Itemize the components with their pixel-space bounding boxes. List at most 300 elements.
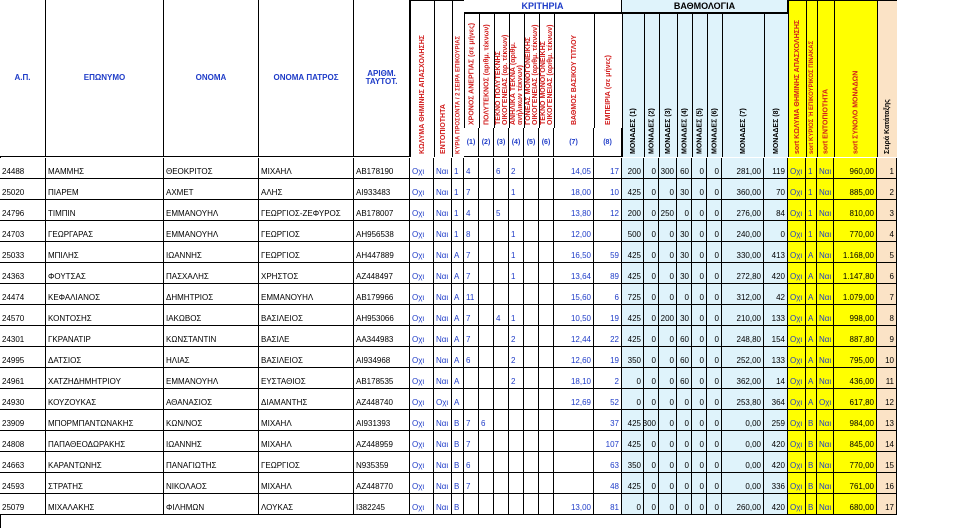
- table-cell: 2: [594, 368, 622, 389]
- table-cell: 0: [677, 284, 692, 305]
- table-cell: 1: [806, 158, 817, 179]
- table-cell: 0: [644, 473, 659, 494]
- table-cell: Ναι: [817, 179, 834, 200]
- table-cell: 8: [877, 305, 897, 326]
- criteria-group-header: ΚΡΙΤΗΡΙΑ: [464, 0, 622, 13]
- table-cell: ΚΩΝΣΤΑΝΤΙΝ: [164, 326, 259, 347]
- table-cell: 6: [594, 284, 622, 305]
- table-cell: 887,80: [834, 326, 877, 347]
- table-cell: 0: [677, 200, 692, 221]
- header-1: ΕΠΩΝΥΜΟ: [46, 0, 164, 157]
- table-cell: [524, 368, 539, 389]
- table-cell: Α: [452, 305, 464, 326]
- header-8: ΧΡΟΝΟΣ ΑΝΕΡΓΙΑΣ (σε μήνες): [464, 13, 479, 128]
- table-cell: 13,80: [554, 200, 594, 221]
- table-cell: 425: [622, 305, 644, 326]
- table-cell: 0: [644, 221, 659, 242]
- table-cell: ΚΩΝ/ΝΟΣ: [164, 410, 259, 431]
- table-cell: 425: [622, 263, 644, 284]
- table-cell: 10: [877, 347, 897, 368]
- table-cell: ΒΑΣΙΛΕΙΟΣ: [259, 347, 354, 368]
- table-cell: 1.147,80: [834, 263, 877, 284]
- table-cell: 276,00: [722, 200, 764, 221]
- table-cell: ΦΙΛΗΜΩΝ: [164, 494, 259, 515]
- table-cell: 16,50: [554, 242, 594, 263]
- header-20: ΜΟΝΑΔΕΣ (5): [692, 13, 707, 157]
- table-cell: Οχι: [788, 494, 806, 515]
- header-num-11: (4): [509, 128, 524, 157]
- table-cell: [524, 179, 539, 200]
- table-cell: Α: [452, 284, 464, 305]
- table-cell: ΕΜΜΑΝΟΥΗΛ: [164, 221, 259, 242]
- table-cell: ΑΗ956538: [354, 221, 410, 242]
- header-24: sort ΚΩΛΥΜΑ ΘΗΜΙΝΗΣ ΑΠΑΣΧΟΛΗΣΗΣ: [788, 0, 806, 157]
- table-cell: Ναι: [434, 221, 452, 242]
- table-cell: 81: [594, 494, 622, 515]
- table-cell: 0: [644, 305, 659, 326]
- table-cell: ΜΙΧΑΛΑΚΗΣ: [46, 494, 164, 515]
- table-cell: 5: [494, 200, 509, 221]
- table-cell: Ναι: [817, 452, 834, 473]
- table-cell: 0: [707, 389, 722, 410]
- table-cell: ΙΩΑΝΝΗΣ: [164, 242, 259, 263]
- table-cell: Β: [806, 452, 817, 473]
- table-cell: 7: [464, 410, 479, 431]
- table-cell: 2: [509, 158, 524, 179]
- table-cell: ΠΑΣΧΑΛΗΣ: [164, 263, 259, 284]
- table-cell: 436,00: [834, 368, 877, 389]
- table-cell: ΕΥΣΤΑΘΙΟΣ: [259, 368, 354, 389]
- table-cell: 6: [479, 410, 494, 431]
- table-cell: [494, 326, 509, 347]
- header-10: ΤΕΚΝΟ ΠΟΛΥΤΕΚΝΗΣ ΟΙΚΟΓΕΝΕΙΑΣ (αρ. τέκνων): [494, 13, 509, 128]
- table-cell: 0: [692, 389, 707, 410]
- table-cell: 0: [659, 452, 677, 473]
- table-cell: 0: [707, 221, 722, 242]
- table-cell: [539, 200, 554, 221]
- table-cell: Οχι: [788, 242, 806, 263]
- table-cell: ΓΕΩΡΓΙΟΣ: [259, 221, 354, 242]
- table-cell: ΜΙΧΑΗΛ: [259, 158, 354, 179]
- table-cell: 0: [644, 179, 659, 200]
- table-cell: [479, 305, 494, 326]
- table-cell: [509, 494, 524, 515]
- table-cell: 0: [692, 326, 707, 347]
- table-cell: [524, 263, 539, 284]
- table-cell: Οχι: [788, 158, 806, 179]
- table-cell: 1: [452, 221, 464, 242]
- table-cell: 42: [764, 284, 788, 305]
- table-cell: Α: [452, 368, 464, 389]
- table-cell: 1: [509, 263, 524, 284]
- table-cell: Οχι: [788, 410, 806, 431]
- table-cell: 0: [644, 431, 659, 452]
- table-cell: [509, 452, 524, 473]
- header-22: ΜΟΝΑΔΕΣ (7): [722, 13, 764, 157]
- table-cell: 0: [644, 452, 659, 473]
- table-cell: ΝΙΚΟΛΑΟΣ: [164, 473, 259, 494]
- table-cell: 0: [622, 368, 644, 389]
- table-cell: 0: [692, 368, 707, 389]
- table-cell: Α: [806, 347, 817, 368]
- table-cell: Β: [806, 473, 817, 494]
- table-cell: 17: [594, 158, 622, 179]
- table-cell: ΑΗ447889: [354, 242, 410, 263]
- table-cell: Ναι: [817, 242, 834, 263]
- table-cell: 14,05: [554, 158, 594, 179]
- table-cell: 0: [707, 200, 722, 221]
- table-cell: ΑΒ178007: [354, 200, 410, 221]
- table-cell: 19: [594, 305, 622, 326]
- table-cell: Β: [452, 494, 464, 515]
- table-cell: [539, 305, 554, 326]
- table-cell: [494, 431, 509, 452]
- table-cell: Ναι: [817, 368, 834, 389]
- table-cell: ΑΘΑΝΑΣΙΟΣ: [164, 389, 259, 410]
- table-cell: 0: [659, 263, 677, 284]
- table-cell: Οχι: [410, 200, 434, 221]
- table-cell: [554, 431, 594, 452]
- table-cell: [524, 305, 539, 326]
- table-cell: [494, 242, 509, 263]
- table-cell: 6: [464, 452, 479, 473]
- table-cell: Οχι: [410, 410, 434, 431]
- table-cell: Οχι: [410, 263, 434, 284]
- table-cell: Ναι: [434, 431, 452, 452]
- table-cell: 300: [644, 410, 659, 431]
- table-cell: [539, 347, 554, 368]
- table-cell: 0: [707, 431, 722, 452]
- table-cell: Οχι: [410, 305, 434, 326]
- header-25: sort ΚΥΡΙΟΣ Ή ΕΠΙΚΟΥΡΙΚΟΣ ΠΙΝΑΚΑΣ: [806, 0, 817, 157]
- table-cell: 0,00: [722, 410, 764, 431]
- table-cell: 1: [877, 158, 897, 179]
- table-cell: 133: [764, 347, 788, 368]
- table-cell: 0: [692, 221, 707, 242]
- table-cell: Α: [806, 368, 817, 389]
- table-cell: 0: [692, 305, 707, 326]
- table-cell: 0: [707, 263, 722, 284]
- table-cell: Α: [806, 263, 817, 284]
- table-cell: [479, 242, 494, 263]
- table-cell: [494, 410, 509, 431]
- table-cell: [479, 431, 494, 452]
- table-cell: 1: [509, 242, 524, 263]
- table-cell: [479, 326, 494, 347]
- table-cell: [509, 284, 524, 305]
- table-cell: 0: [707, 179, 722, 200]
- table-cell: 12,69: [554, 389, 594, 410]
- table-cell: 0: [644, 284, 659, 305]
- table-cell: [494, 368, 509, 389]
- table-cell: Οχι: [410, 452, 434, 473]
- table-cell: 18,10: [554, 368, 594, 389]
- table-cell: 0: [707, 284, 722, 305]
- table-cell: ΕΜΜΑΝΟΥΗΛ: [164, 368, 259, 389]
- table-cell: 500: [622, 221, 644, 242]
- table-cell: [509, 473, 524, 494]
- table-cell: 0: [659, 242, 677, 263]
- table-cell: 0: [677, 452, 692, 473]
- table-cell: 0: [659, 410, 677, 431]
- table-cell: Α: [452, 347, 464, 368]
- table-cell: [539, 431, 554, 452]
- table-cell: Οχι: [788, 221, 806, 242]
- table-cell: ΜΠΙΛΗΣ: [46, 242, 164, 263]
- table-cell: 0: [659, 179, 677, 200]
- table-cell: 0: [644, 200, 659, 221]
- table-cell: 200: [622, 158, 644, 179]
- table-cell: 13,00: [554, 494, 594, 515]
- table-cell: ΒΑΣΙΛΕ: [259, 326, 354, 347]
- table-cell: Ναι: [817, 431, 834, 452]
- table-cell: [464, 368, 479, 389]
- table-cell: 11: [464, 284, 479, 305]
- table-cell: 1: [452, 179, 464, 200]
- table-cell: 10: [594, 179, 622, 200]
- table-cell: [479, 284, 494, 305]
- table-cell: 336: [764, 473, 788, 494]
- table-cell: 24808: [0, 431, 46, 452]
- table-cell: ΙΑΚΩΒΟΣ: [164, 305, 259, 326]
- table-cell: 1: [806, 179, 817, 200]
- table-cell: ΑΒ178535: [354, 368, 410, 389]
- table-cell: 0: [659, 347, 677, 368]
- table-cell: 252,00: [722, 347, 764, 368]
- table-cell: 362,00: [722, 368, 764, 389]
- table-cell: 7: [464, 242, 479, 263]
- table-cell: Ναι: [817, 284, 834, 305]
- table-cell: [464, 494, 479, 515]
- table-cell: ΑΒ179966: [354, 284, 410, 305]
- table-cell: 6: [494, 158, 509, 179]
- table-cell: Οχι: [788, 347, 806, 368]
- table-cell: ΓΕΩΡΓΙΟΣ: [259, 452, 354, 473]
- table-cell: 2: [509, 326, 524, 347]
- table-cell: 24570: [0, 305, 46, 326]
- table-cell: 0: [692, 347, 707, 368]
- table-cell: ΑΖ448770: [354, 473, 410, 494]
- table-cell: 300: [659, 158, 677, 179]
- table-cell: [479, 452, 494, 473]
- table-cell: 11: [877, 368, 897, 389]
- table-cell: 425: [622, 242, 644, 263]
- table-cell: 12,00: [554, 221, 594, 242]
- table-cell: 617,80: [834, 389, 877, 410]
- header-18: ΜΟΝΑΔΕΣ (3): [659, 13, 677, 157]
- table-cell: 30: [677, 221, 692, 242]
- table-cell: 0: [644, 494, 659, 515]
- table-cell: 24796: [0, 200, 46, 221]
- table-cell: 24474: [0, 284, 46, 305]
- table-cell: 60: [677, 326, 692, 347]
- table-cell: [539, 473, 554, 494]
- table-cell: ΤΙΜΠΙΝ: [46, 200, 164, 221]
- table-cell: 200: [622, 200, 644, 221]
- table-cell: 60: [677, 368, 692, 389]
- table-cell: 48: [594, 473, 622, 494]
- table-cell: 4: [877, 221, 897, 242]
- table-cell: 0: [692, 158, 707, 179]
- table-cell: Ναι: [817, 494, 834, 515]
- header-14: ΒΑΘΜΟΣ ΒΑΣΙΚΟΥ ΤΙΤΛΟΥ: [554, 13, 594, 128]
- table-cell: 7: [464, 326, 479, 347]
- table-cell: 0: [707, 305, 722, 326]
- table-cell: [524, 452, 539, 473]
- table-cell: 420: [764, 263, 788, 284]
- table-cell: Β: [452, 431, 464, 452]
- table-cell: Α: [806, 326, 817, 347]
- table-cell: Β: [452, 473, 464, 494]
- table-cell: 240,00: [722, 221, 764, 242]
- table-cell: ΘΕΟΚΡΙΤΟΣ: [164, 158, 259, 179]
- table-cell: Β: [806, 431, 817, 452]
- table-cell: [494, 179, 509, 200]
- header-num-13: (6): [539, 128, 554, 157]
- table-cell: 0: [692, 179, 707, 200]
- table-cell: Ναι: [817, 473, 834, 494]
- table-cell: Β: [806, 410, 817, 431]
- table-cell: 12,44: [554, 326, 594, 347]
- table-cell: ΓΚΡΑΝΑΤΙΡ: [46, 326, 164, 347]
- table-cell: Οχι: [410, 284, 434, 305]
- table-cell: 30: [677, 263, 692, 284]
- table-cell: 4: [494, 305, 509, 326]
- table-cell: [479, 368, 494, 389]
- table-cell: [524, 200, 539, 221]
- table-cell: 22: [594, 326, 622, 347]
- table-cell: 260,00: [722, 494, 764, 515]
- table-cell: 425: [622, 326, 644, 347]
- table-cell: 30: [677, 242, 692, 263]
- table-cell: 24703: [0, 221, 46, 242]
- table-cell: Α: [452, 326, 464, 347]
- table-cell: [479, 389, 494, 410]
- table-cell: Β: [806, 494, 817, 515]
- table-cell: 63: [594, 452, 622, 473]
- table-cell: 0: [692, 473, 707, 494]
- table-cell: Ναι: [817, 200, 834, 221]
- table-cell: [479, 263, 494, 284]
- table-cell: 59: [594, 242, 622, 263]
- table-cell: Ναι: [817, 221, 834, 242]
- table-cell: ΔΑΤΣΙΟΣ: [46, 347, 164, 368]
- table-cell: Ναι: [817, 158, 834, 179]
- table-cell: [539, 389, 554, 410]
- header-21: ΜΟΝΑΔΕΣ (6): [707, 13, 722, 157]
- header-0: Α.Π.: [0, 0, 46, 157]
- table-cell: 0: [659, 326, 677, 347]
- table-cell: 0: [707, 452, 722, 473]
- table-cell: 7: [464, 179, 479, 200]
- table-cell: 0: [659, 431, 677, 452]
- table-cell: Οχι: [410, 242, 434, 263]
- table-cell: 24301: [0, 326, 46, 347]
- table-cell: [539, 368, 554, 389]
- table-cell: 0: [692, 410, 707, 431]
- table-cell: ΕΜΜΑΝΟΥΗΛ: [259, 284, 354, 305]
- table-cell: Οχι: [410, 158, 434, 179]
- header-27: sort ΣΥΝΟΛΟ ΜΟΝΑΔΩΝ: [834, 0, 877, 157]
- table-cell: ΠΑΝΑΓΙΩΤΗΣ: [164, 452, 259, 473]
- table-cell: 2: [877, 179, 897, 200]
- table-cell: ΦΟΥΤΣΑΣ: [46, 263, 164, 284]
- table-cell: [539, 242, 554, 263]
- table-cell: [524, 410, 539, 431]
- table-cell: [479, 473, 494, 494]
- table-cell: ΑΧΜΕΤ: [164, 179, 259, 200]
- table-cell: Ν935359: [354, 452, 410, 473]
- table-cell: ΔΗΜΗΤΡΙΟΣ: [164, 284, 259, 305]
- table-cell: 9: [877, 326, 897, 347]
- table-cell: ΑΖ448959: [354, 431, 410, 452]
- table-cell: 24663: [0, 452, 46, 473]
- table-cell: 0: [677, 389, 692, 410]
- table-cell: 24593: [0, 473, 46, 494]
- table-cell: [539, 221, 554, 242]
- table-cell: Οχι: [788, 284, 806, 305]
- table-cell: ΑΒ178190: [354, 158, 410, 179]
- header-9: ΠΟΛΥΤΕΚΝΟΣ (αριθμ. τέκνων): [479, 13, 494, 128]
- table-cell: Ναι: [434, 305, 452, 326]
- table-cell: Ναι: [434, 410, 452, 431]
- table-cell: 24488: [0, 158, 46, 179]
- table-cell: [524, 326, 539, 347]
- table-cell: Α: [806, 242, 817, 263]
- table-cell: [494, 473, 509, 494]
- table-cell: ΚΟΥΖΟΥΚΑΣ: [46, 389, 164, 410]
- table-cell: 0: [692, 284, 707, 305]
- table-cell: 0: [659, 368, 677, 389]
- table-cell: Ναι: [817, 326, 834, 347]
- table-cell: [479, 179, 494, 200]
- table-cell: Α: [806, 305, 817, 326]
- table-cell: Οχι: [788, 326, 806, 347]
- table-cell: 770,00: [834, 221, 877, 242]
- table-cell: 364: [764, 389, 788, 410]
- table-cell: ΗΛΙΑΣ: [164, 347, 259, 368]
- table-cell: Α: [452, 389, 464, 410]
- table-cell: 885,00: [834, 179, 877, 200]
- table-cell: 133: [764, 305, 788, 326]
- table-cell: [539, 263, 554, 284]
- table-cell: ΜΙΧΑΗΛ: [259, 473, 354, 494]
- table-cell: [509, 200, 524, 221]
- table-cell: Οχι: [410, 473, 434, 494]
- table-cell: [494, 284, 509, 305]
- table-cell: 13,64: [554, 263, 594, 284]
- header-28: Σειρά Κατάταξης: [877, 0, 897, 157]
- table-cell: 23909: [0, 410, 46, 431]
- table-cell: Οχι: [788, 179, 806, 200]
- table-cell: Οχι: [817, 389, 834, 410]
- table-cell: [464, 389, 479, 410]
- table-cell: 24930: [0, 389, 46, 410]
- table-cell: [539, 494, 554, 515]
- table-cell: Ναι: [817, 305, 834, 326]
- table-cell: 6: [877, 263, 897, 284]
- header-16: ΜΟΝΑΔΕΣ (1): [622, 13, 644, 157]
- table-cell: 0: [692, 263, 707, 284]
- table-cell: [539, 410, 554, 431]
- table-cell: Β: [452, 452, 464, 473]
- table-cell: Ναι: [817, 263, 834, 284]
- table-cell: ΔΙΑΜΑΝΤΗΣ: [259, 389, 354, 410]
- table-cell: 0,00: [722, 473, 764, 494]
- table-cell: 272,80: [722, 263, 764, 284]
- table-cell: 0,00: [722, 431, 764, 452]
- table-cell: 30: [677, 179, 692, 200]
